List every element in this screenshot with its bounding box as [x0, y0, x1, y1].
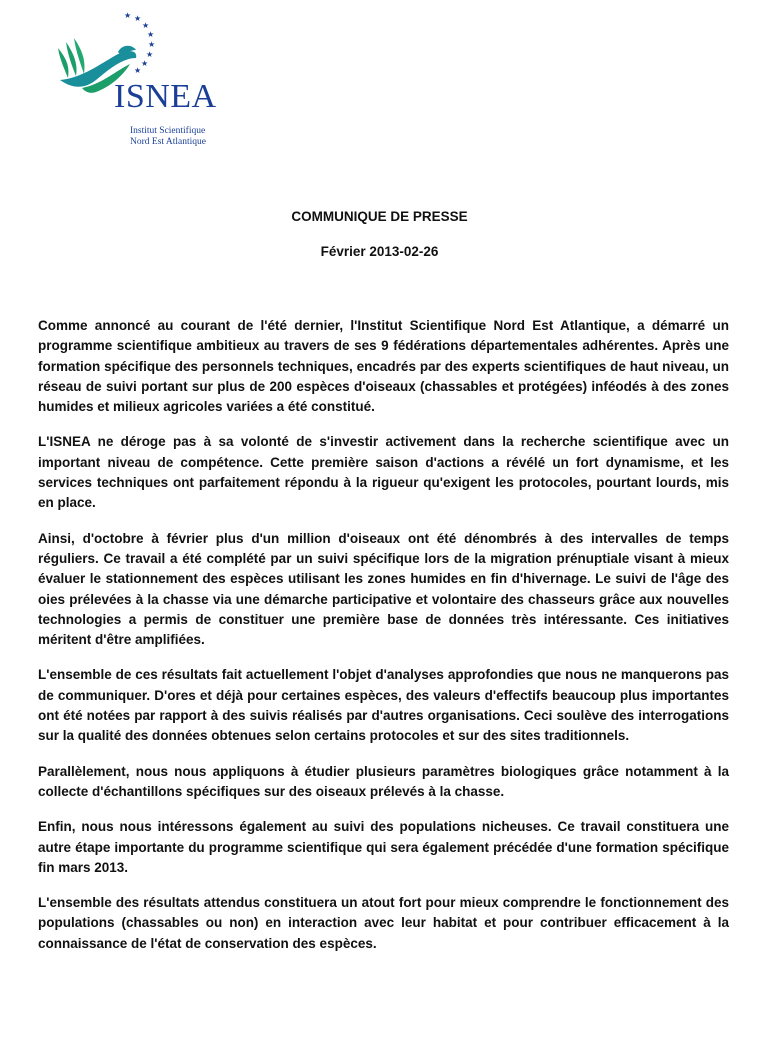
svg-text:★: ★ — [146, 50, 154, 59]
paragraph: L'ensemble des résultats attendus constituera un atout fort pour mieux comprendre le fonctionnement des populations (chassables ou non) en interaction avec leur habitat et pour contribuer efficacement à la connaissance de l'état de conservation des espèces. — [38, 895, 729, 951]
svg-text:★: ★ — [124, 11, 132, 20]
logo-subtitle — [130, 126, 206, 148]
press-release-body — [38, 316, 729, 969]
svg-text:★: ★ — [134, 66, 142, 75]
paragraph: Parallèlement, nous nous appliquons à étudier plusieurs paramètres biologiques grâce notamment à la collecte d'échantillons spécifiques sur des oiseaux prélevés à la chasse. — [38, 763, 729, 799]
logo-wordmark: ISNEA — [114, 78, 217, 115]
paragraph: Enfin, nous nous intéressons également au suivi des populations nicheuses. Ce travail constituera une autre étape importante du programme scientifique qui sera également précédée d'une formation spécifique fin mars 2013. — [38, 819, 729, 875]
svg-text:★: ★ — [147, 30, 155, 39]
logo-subtitle-line1: Institut Scientifique — [130, 126, 206, 136]
paragraph: L'ensemble de ces résultats fait actuellement l'objet d'analyses approfondies que nous ne manquerons pas de communiquer. D'ores et déjà pour certaines espèces, des valeurs d'effectifs beaucoup plus importantes ont été notées par rapport à des suivis réalisés par d'autres organisations. Ceci soulève des interrogations sur la qualité des données obtenues selon certains protocoles et sur des sites traditionnels. — [38, 667, 729, 744]
isnea-logo — [52, 8, 222, 153]
paragraph: Ainsi, d'octobre à février plus d'un million d'oiseaux ont été dénombrés à des intervalles de temps réguliers. Ce travail a été complété par un suivi spécifique lors de la migration prénuptiale visant à mieux évaluer le stationnement des espèces utilisant les zones humides en fin d'hivernage. Le suivi de l'âge des oies prélevées à la chasse via une démarche participative et volontaire des chasseurs grâce aux nouvelles technologies a permis de constituer une première base de données très intéressante. Ces initiatives méritent d'être amplifiées. — [38, 530, 729, 648]
svg-text:★: ★ — [142, 21, 150, 30]
svg-text:★: ★ — [148, 40, 156, 49]
paragraph: L'ISNEA ne déroge pas à sa volonté de s'investir activement dans la recherche scientifique avec un important niveau de compétence. Cette première saison d'actions a révélé un fort dynamisme, et les services techniques ont parfaitement répondu à la rigueur qu'exigent les protocoles, pourtant lourds, mis en place. — [38, 434, 729, 511]
logo-subtitle-line2: Nord Est Atlantique — [130, 137, 206, 147]
press-release-title: COMMUNIQUE DE PRESSE — [291, 209, 468, 224]
svg-text:★: ★ — [141, 59, 149, 68]
svg-text:★: ★ — [134, 14, 142, 23]
paragraph: Comme annoncé au courant de l'été dernier, l'Institut Scientifique Nord Est Atlantique, a démarré un programme scientifique ambitieux au travers de ses 9 fédérations départementales adhérentes. Après une formation spécifique des personnels techniques, encadrés par des experts scientifiques de haut niveau, un réseau de suivi portant sur plus de 200 espèces d'oiseaux (chassables et protégées) inféodés à des zones humides et milieux agricoles variées a été constitué. — [38, 318, 729, 415]
press-release-date: Février 2013-02-26 — [320, 244, 439, 259]
